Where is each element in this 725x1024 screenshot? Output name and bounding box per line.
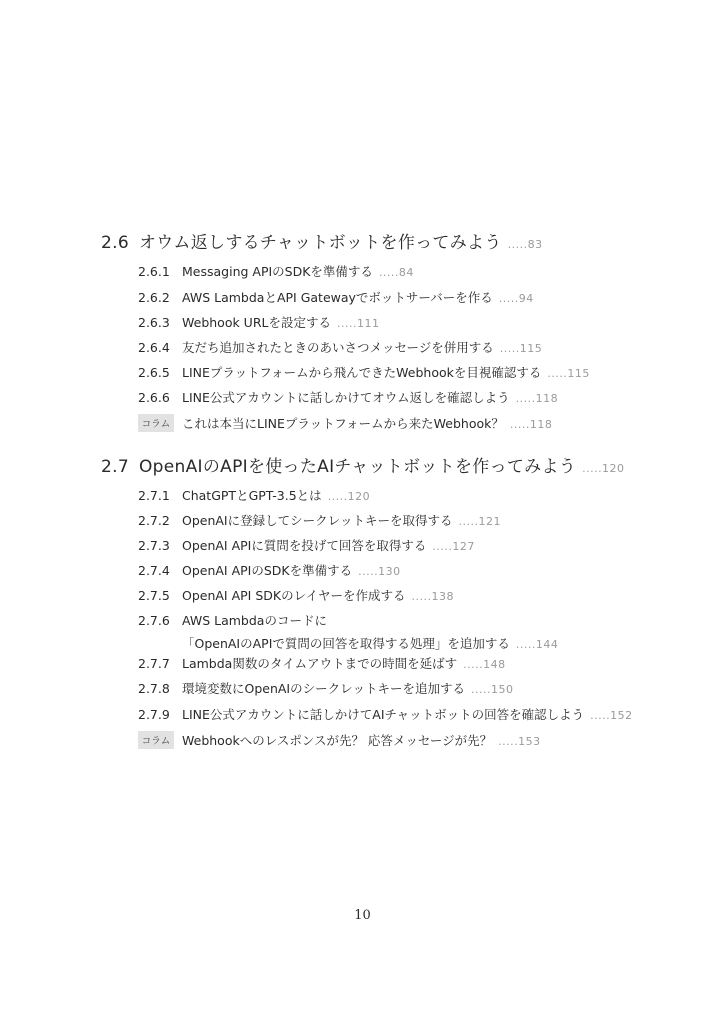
item-page: .....120 [327,490,371,503]
toc-item [138,388,558,406]
toc-item [138,338,542,356]
column-page: .....153 [498,735,541,748]
page-number: 10 [354,908,371,923]
item-number: 2.6.2 [138,290,170,305]
column-page: .....118 [509,418,553,431]
toc-item [138,288,534,306]
item-number: 2.7.8 [138,681,170,696]
item-title: OpenAIに登録してシークレットキーを取得する [182,513,453,528]
toc-item [138,536,475,554]
section-heading-2-7 [101,452,625,477]
item-title: LINEプラットフォームから飛んできたWebhookを目視確認する [182,365,542,380]
item-page: .....152 [590,709,633,722]
item-number: 2.6.3 [138,315,170,330]
item-number: 2.7.7 [138,656,170,671]
item-number: 2.7.3 [138,538,170,553]
item-page: .....118 [515,392,559,405]
toc-item [138,363,590,381]
item-number: 2.7.5 [138,588,170,603]
toc-item [138,486,370,504]
item-page: .....144 [515,638,559,651]
item-page: .....150 [471,683,514,696]
column-badge: コラム [138,414,174,432]
section-heading-2-6 [101,228,543,253]
item-page: .....130 [358,565,401,578]
section-title: オウム返しするチャットボットを作ってみよう [139,233,502,253]
toc-item [138,511,501,529]
item-page: .....148 [463,658,506,671]
item-page: .....94 [498,292,534,305]
section-page: .....120 [582,462,625,475]
column-title: これは本当にLINEプラットフォームから来たWebhook？ [182,416,504,431]
toc-item [138,262,414,280]
item-title: Webhook URLを設定する [182,315,331,330]
item-number: 2.7.2 [138,513,170,528]
item-number: 2.7.1 [138,488,170,503]
item-page: .....138 [411,590,454,603]
toc-item [138,561,401,579]
item-title: 環境変数にOpenAIのシークレットキーを追加する [182,681,465,696]
item-number: 2.7.9 [138,707,170,722]
item-number: 2.6.5 [138,365,170,380]
item-title: LINE公式アカウントに話しかけてAIチャットボットの回答を確認しよう [182,707,585,722]
column-badge: コラム [138,731,174,749]
item-page: .....115 [499,342,543,355]
item-title: OpenAI API SDKのレイヤーを作成する [182,588,406,603]
toc-item [138,313,379,331]
item-page: .....84 [378,266,414,279]
item-title: ChatGPTとGPT-3.5とは [182,488,322,503]
item-page: .....121 [458,515,501,528]
item-page: .....115 [547,367,590,380]
item-title: 友だち追加されたときのあいさつメッセージを併用する [182,340,494,355]
item-number: 2.6.4 [138,340,170,355]
section-page: .....83 [507,238,543,251]
item-page: .....111 [336,317,380,330]
item-title: Lambda関数のタイムアウトまでの時間を延ばす [182,656,458,671]
item-number: 2.7.6 [138,613,170,628]
item-number: 2.7.4 [138,563,170,578]
toc-item [138,705,633,723]
item-title: OpenAI APIに質問を投げて回答を取得する [182,538,427,553]
item-title: OpenAI APIのSDKを準備する [182,563,353,578]
toc-column [138,731,541,749]
item-number: 2.6.1 [138,264,170,279]
item-title: AWS LambdaとAPI Gatewayでボットサーバーを作る [182,290,493,305]
item-title-continued: 「OpenAIのAPIで質問の回答を取得する処理」を追加する [182,636,510,651]
toc-item [138,679,513,697]
section-number: 2.7 [101,457,129,477]
item-title: LINE公式アカウントに話しかけてオウム返しを確認しよう [182,390,510,405]
item-page: .....127 [432,540,475,553]
toc-item [138,611,558,652]
section-number: 2.6 [101,233,129,253]
toc-item [138,586,454,604]
item-number: 2.6.6 [138,390,170,405]
section-title: OpenAIのAPIを使ったAIチャットボットを作ってみよう [139,457,577,477]
item-title: AWS Lambdaのコードに [182,613,327,628]
toc-column [138,414,552,432]
column-title: Webhookへのレスポンスが先？ 応答メッセージが先？ [182,733,493,748]
toc-item [138,654,506,672]
item-title: Messaging APIのSDKを準備する [182,264,373,279]
